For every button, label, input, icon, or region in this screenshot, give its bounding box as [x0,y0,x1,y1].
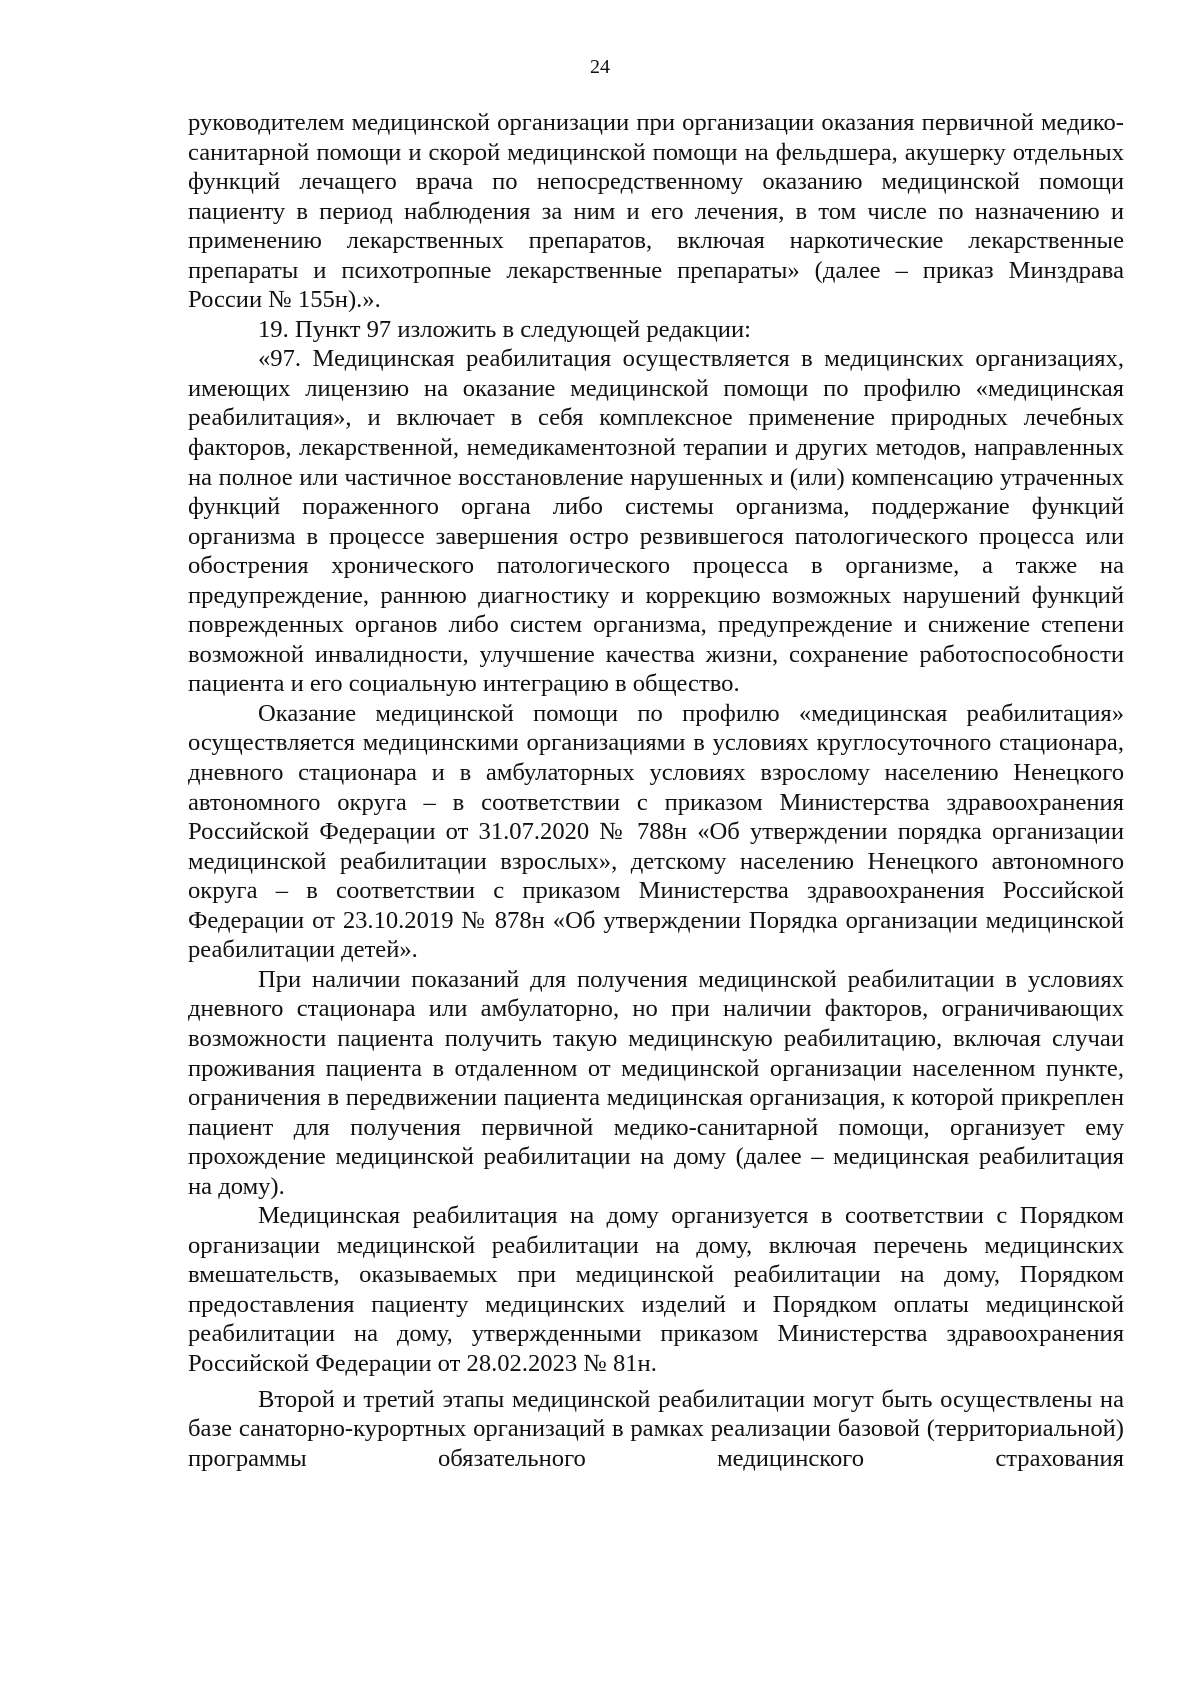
paragraph-rehabilitation-profile: Оказание медицинской помощи по профилю «медицинская реабилитация» осуществляется медицинскими организациями в условиях круглосуточного стационара, дневного стационара и в амбулаторных условиях взрослому населению Ненецкого автономного округа – в соответствии с приказом Министерства здравоохранения Российской Федерации от 31.07.2020 № 788н «Об утверждении порядка организации медицинской реабилитации взрослых», детскому населению Ненецкого автономного округа – в соответствии с приказом Министерства здравоохранения Российской Федерации от 23.10.2019 № 878н «Об утверждении Порядка организации медицинской реабилитации детей». [188,699,1124,964]
document-body [188,108,1124,1473]
paragraph-rehabilitation-stages: Второй и третий этапы медицинской реабилитации могут быть осуществлены на базе санаторно-курортных организаций в рамках реализации базовой (территориальной) программы обязательного медицинского страхования [188,1385,1124,1472]
paragraph-item-97: «97. Медицинская реабилитация осуществляется в медицинских организациях, имеющих лицензию на оказание медицинской помощи по профилю «медицинская реабилитация», и включает в себя комплексное применение природных лечебных факторов, лекарственной, немедикаментозной терапии и других методов, направленных на полное или частичное восстановление нарушенных и (или) компенсацию утраченных функций пораженного органа либо системы организма, поддержание функций организма в процессе завершения остро резвившегося патологического процесса или обострения хронического патологического процесса в организме, а также на предупреждение, раннюю диагностику и коррекцию возможных нарушений функций поврежденных органов либо систем организма, предупреждение и снижение степени возможной инвалидности, улучшение качества жизни, сохранение работоспособности пациента и его социальную интеграцию в общество. [188,345,1124,698]
paragraph-home-rehabilitation-indications: При наличии показаний для получения медицинской реабилитации в условиях дневного стационара или амбулаторно, но при наличии факторов, ограничивающих возможности пациента получить такую медицинскую реабилитацию, включая случаи проживания пациента в отдаленном от медицинской организации населенном пункте, ограничения в передвижении пациента медицинская организация, к которой прикреплен пациент для получения первичной медико-санитарной помощи, организует ему прохождение медицинской реабилитации на дому (далее – медицинская реабилитация на дому). [188,965,1124,1200]
page-number: 24 [590,56,610,78]
paragraph-continuation: руководителем медицинской организации при организации оказания первичной медико-санитарной помощи и скорой медицинской помощи на фельдшера, акушерку отдельных функций лечащего врача по непосредственному оказанию медицинской помощи пациенту в период наблюдения за ним и его лечения, в том числе по назначению и применению лекарственных препаратов, включая наркотические лекарственные препараты и психотропные лекарственные препараты» (далее – приказ Минздрава России № 155н).». [188,109,1124,314]
paragraph-item-19: 19. Пункт 97 изложить в следующей редакции: [258,315,751,343]
paragraph-home-rehabilitation-order: Медицинская реабилитация на дому организуется в соответствии с Порядком организации медицинской реабилитации на дому, включая перечень медицинских вмешательств, оказываемых при медицинской реабилитации на дому, Порядком предоставления пациенту медицинских изделий и Порядком оплаты медицинской реабилитации на дому, утвержденными приказом Министерства здравоохранения Российской Федерации от 28.02.2023 № 81н. [188,1202,1124,1377]
